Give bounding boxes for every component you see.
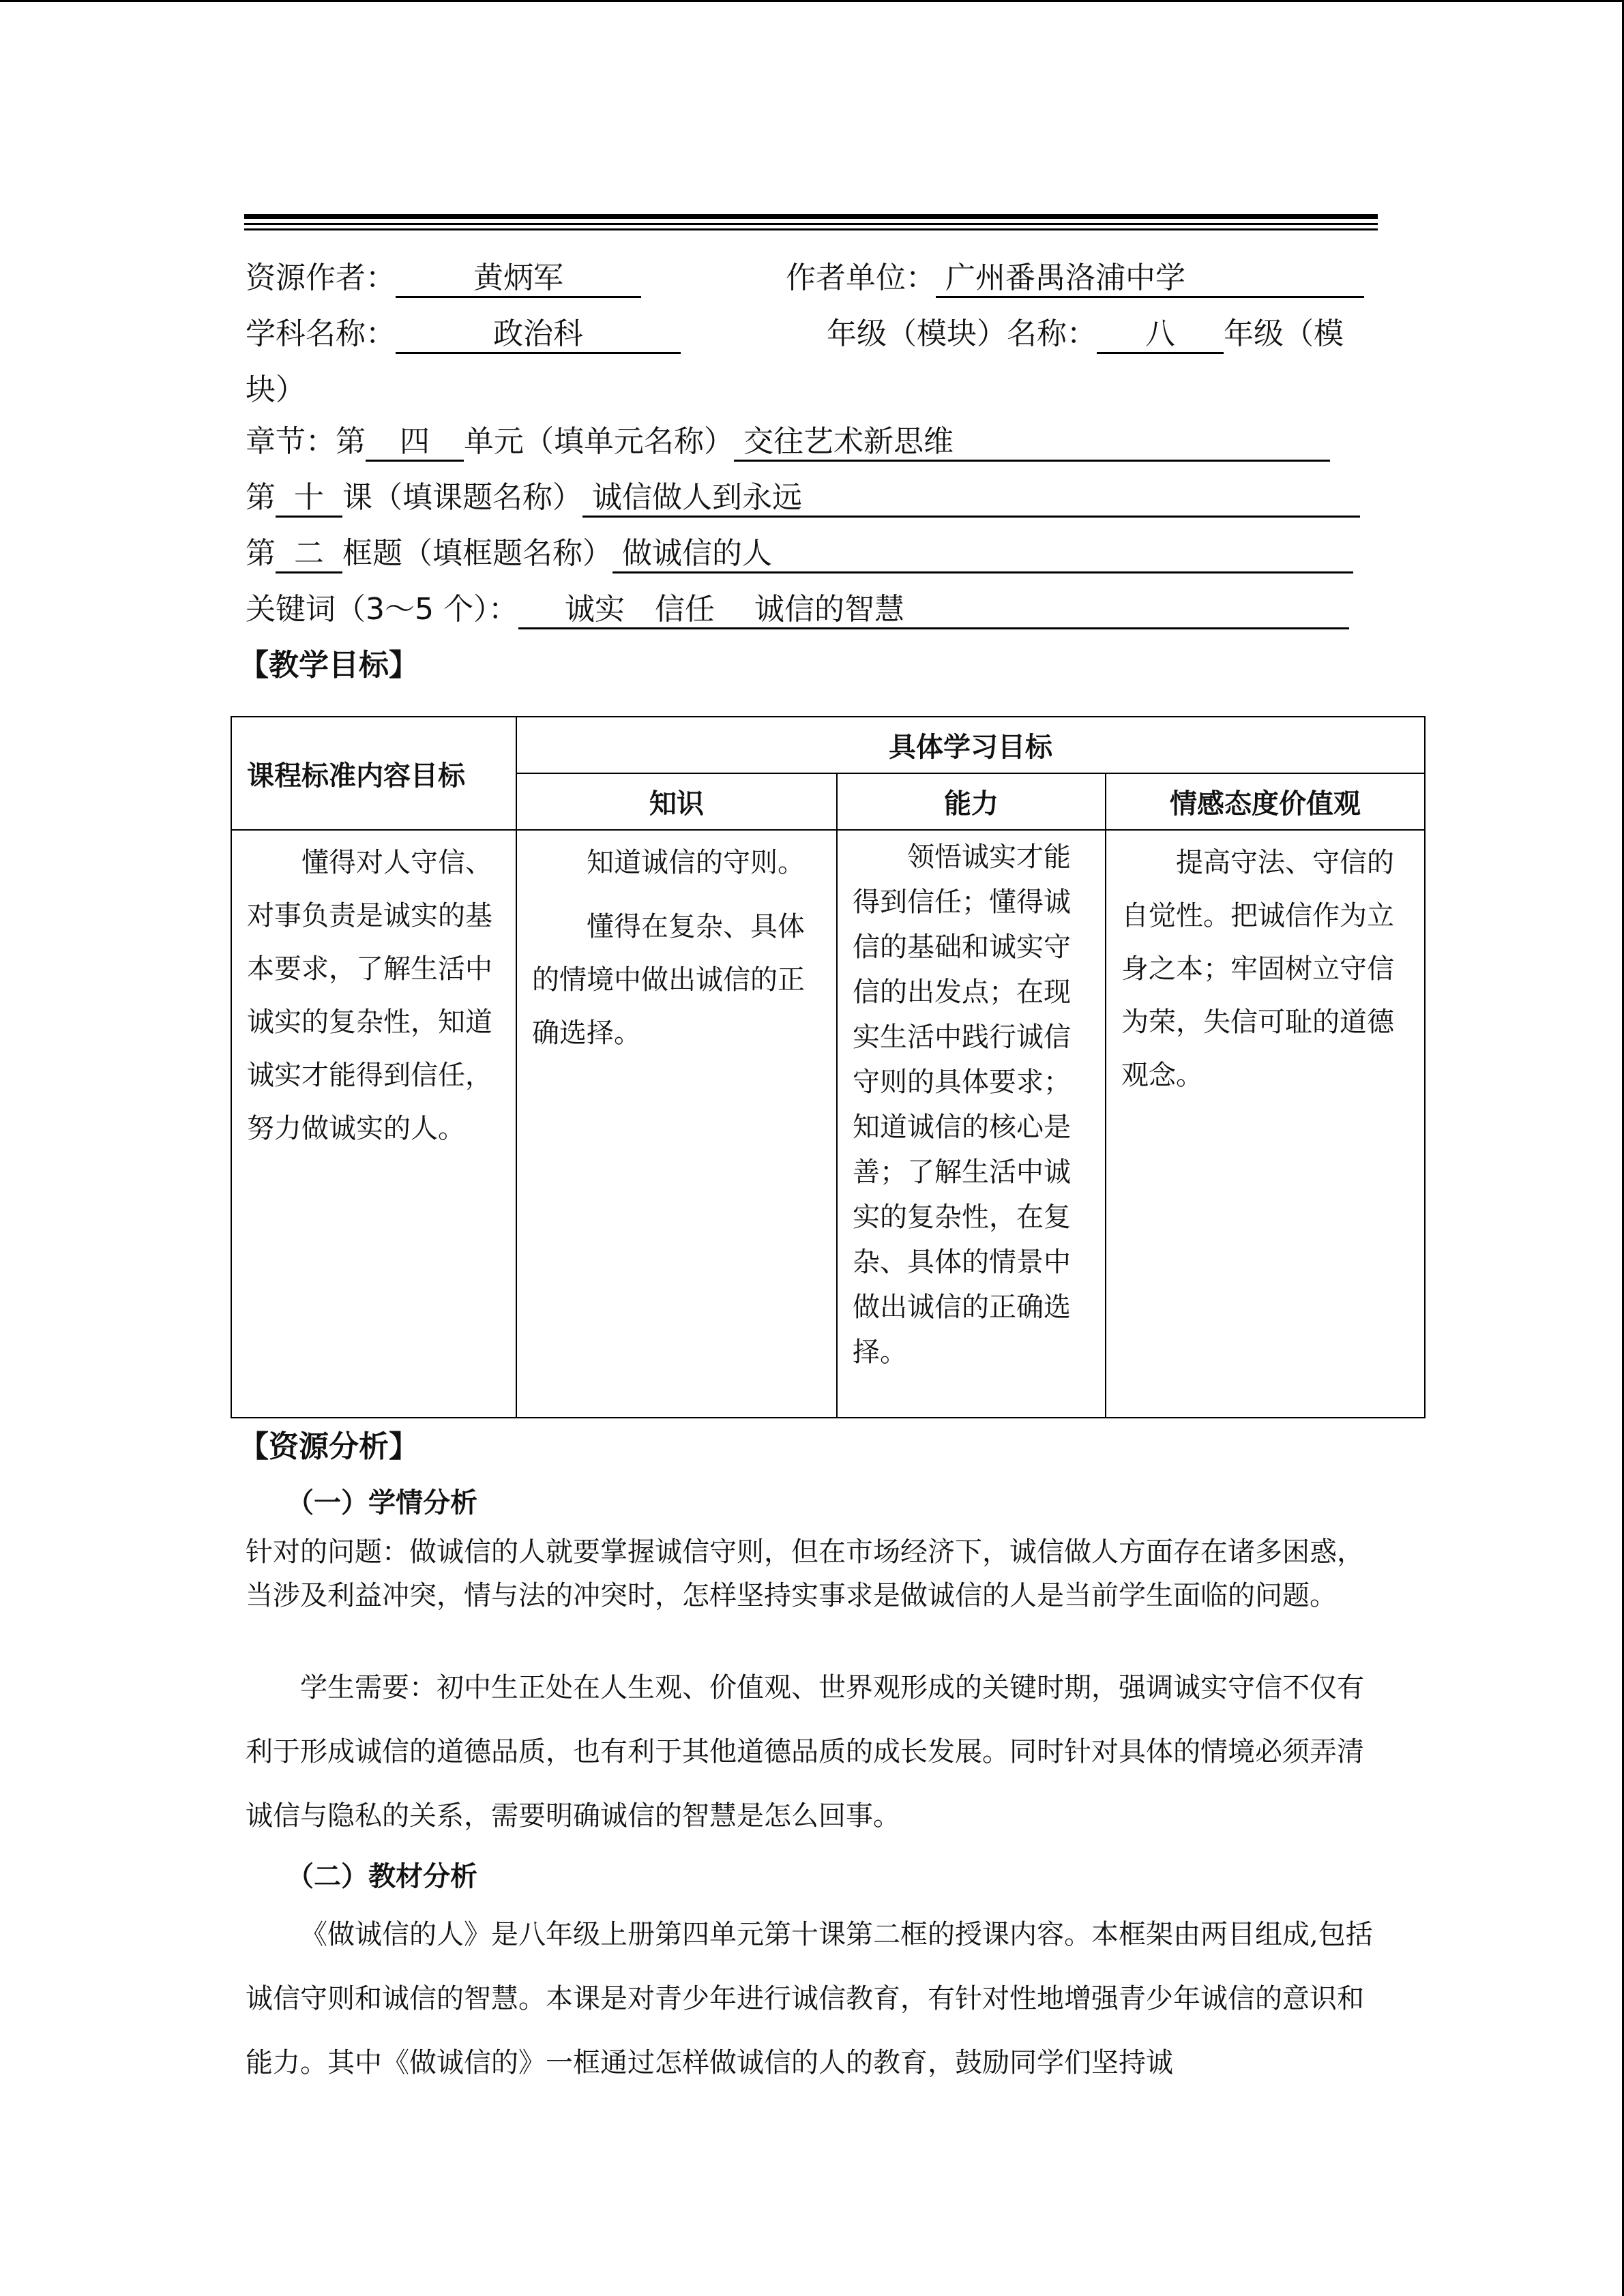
chapter-line xyxy=(246,423,1330,462)
grade-suffix-wrap: 块） xyxy=(246,372,306,407)
keywords-line xyxy=(246,591,1349,629)
frame-name: 做诚信的人 xyxy=(612,536,1353,573)
standard-text: 懂得对人守信、对事负责是诚实的基本要求，了解生活中诚实的复杂性，知道诚实才能得到信任，努力做诚实的人。 xyxy=(247,847,492,1144)
subject-line xyxy=(246,315,681,354)
author-line xyxy=(246,259,641,298)
header-rule xyxy=(244,223,1378,225)
frame-number: 二 xyxy=(276,536,342,573)
frame-line xyxy=(246,535,1353,573)
knowledge-cell xyxy=(516,830,837,1418)
keywords-value: 诚实 信任 诚信的智慧 xyxy=(518,592,1349,629)
col-knowledge-header: 知识 xyxy=(516,773,837,830)
goals-heading: 【教学目标】 xyxy=(239,648,419,683)
grade-suffix-line xyxy=(246,371,306,409)
chapter-middle: 单元（填单元名称） xyxy=(464,424,734,459)
org-label: 作者单位： xyxy=(786,260,936,295)
lesson-line xyxy=(246,479,1360,518)
emotion-text: 提高守法、守信的自觉性。把诚信作为立身之本；牢固树立守信为荣，失信可耻的道德观念。 xyxy=(1121,847,1394,1091)
needs-paragraph: 学生需要：初中生正处在人生观、价值观、世界观形成的关键时期，强调诚实守信不仅有利于形成诚信的道德品质，也有利于其他道德品质的成长发展。同时针对具体的情境必须弄清诚信与隐私的关系，需要明确诚信的智慧是怎么回事。 xyxy=(246,1672,1364,1832)
col-ability-header: 能力 xyxy=(837,773,1106,830)
header-rule xyxy=(244,214,1378,219)
col-specific-header: 具体学习目标 xyxy=(516,717,1425,773)
chapter-name: 交往艺术新思维 xyxy=(734,424,1330,462)
subject-label: 学科名称： xyxy=(246,316,396,351)
problem-paragraph: 针对的问题：做诚信的人就要掌握诚信守则，但在市场经济下，诚信做人方面存在诸多困惑，当涉及利益冲突，情与法的冲突时，怎样坚持实事求是做诚信的人是当前学生面临的问题。 xyxy=(246,1536,1364,1611)
standard-cell xyxy=(231,830,516,1418)
lesson-number: 十 xyxy=(276,480,342,518)
author-value: 黄炳军 xyxy=(396,260,641,298)
goals-table xyxy=(231,716,1426,1418)
col-emotion-header: 情感态度价值观 xyxy=(1106,773,1425,830)
table-row xyxy=(231,830,1425,1418)
analysis-heading: 【资源分析】 xyxy=(239,1429,419,1464)
chapter-prefix: 章节：第 xyxy=(246,424,366,459)
lesson-name: 诚信做人到永远 xyxy=(582,480,1360,518)
lesson-prefix: 第 xyxy=(246,480,276,515)
grade-line xyxy=(827,315,1344,354)
material-paragraph: 《做诚信的人》是八年级上册第四单元第十课第二框的授课内容。本框架由两目组成,包括诚信守则和诚信的智慧。本课是对青少年进行诚信教育，有针对性地增强青少年诚信的意识和能力。其中《做诚信的》一框通过怎样做诚信的人的教育，鼓励同学们坚持诚 xyxy=(246,1919,1373,2078)
grade-value: 八 xyxy=(1097,316,1224,354)
learner-analysis-title: （一）学情分析 xyxy=(286,1487,477,1519)
grade-label: 年级（模块）名称： xyxy=(827,316,1097,351)
emotion-cell xyxy=(1106,830,1425,1418)
knowledge-text-2: 懂得在复杂、具体的情境中做出诚信的正确选择。 xyxy=(532,911,805,1049)
author-label: 资源作者： xyxy=(246,260,396,295)
col-standard-header: 课程标准内容目标 xyxy=(231,717,516,830)
ability-cell xyxy=(837,830,1106,1418)
grade-suffix: 年级（模 xyxy=(1224,316,1344,351)
frame-middle: 框题（填框题名称） xyxy=(342,536,612,571)
table-header-row xyxy=(231,717,1425,773)
org-line xyxy=(786,259,1364,298)
chapter-number: 四 xyxy=(366,424,464,462)
material-analysis-title: （二）教材分析 xyxy=(286,1861,477,1892)
header-rule xyxy=(244,228,1378,230)
frame-prefix: 第 xyxy=(246,536,276,571)
lesson-middle: 课（填课题名称） xyxy=(342,480,582,515)
ability-text: 领悟诚实才能得到信任；懂得诚信的基础和诚实守信的出发点；在现实生活中践行诚信守则的具体要求；知道诚信的核心是善；了解生活中诚实的复杂性，在复杂、具体的情景中做出诚信的正确选择。 xyxy=(853,841,1071,1368)
org-value: 广州番禺洛浦中学 xyxy=(936,260,1364,298)
knowledge-text-1: 知道诚信的守则。 xyxy=(587,847,805,878)
keywords-label: 关键词（3～5 个）： xyxy=(246,592,518,627)
subject-value: 政治科 xyxy=(396,316,681,354)
